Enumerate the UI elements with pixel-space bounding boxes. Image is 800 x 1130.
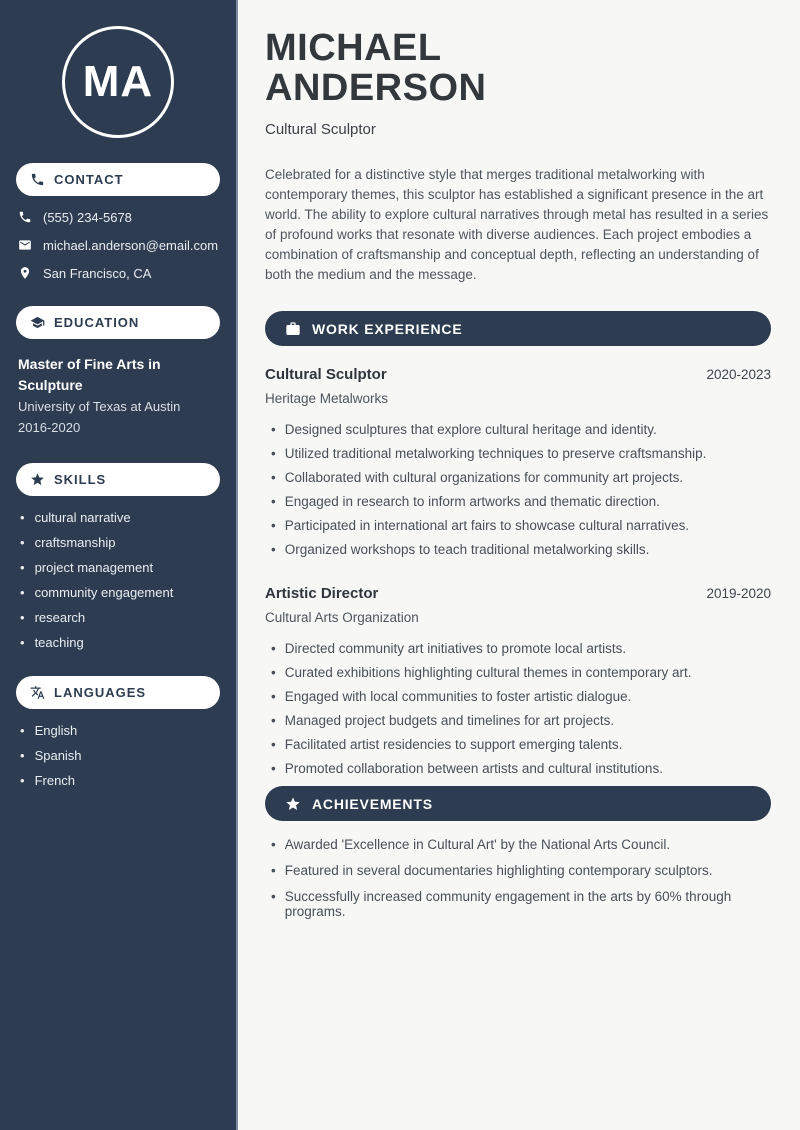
language-item: • English xyxy=(20,723,236,739)
briefcase-icon xyxy=(285,321,301,337)
education-dates: 2016-2020 xyxy=(18,420,81,435)
star-icon xyxy=(285,796,301,812)
skill-item: • community engagement xyxy=(20,585,236,601)
skill-item: • cultural narrative xyxy=(20,510,236,526)
languages-section-title: LANGUAGES xyxy=(54,685,147,700)
summary-paragraph: Celebrated for a distinctive style that merges traditional metalworking with contemporary themes, this sculptor has established a significant presence in the art world. The ability to explore cultural narratives through metal has resulted in a series of profound works that resonate with diverse audiences. Each project embodies a combination of craftsmanship and conceptual depth, reflecting an understanding of both the medium and the message. xyxy=(265,167,769,282)
languages-section-header xyxy=(16,676,220,709)
skill-item: • project management xyxy=(20,560,236,576)
email-address: michael.anderson@email.com xyxy=(43,237,219,253)
job-bullet: • Engaged with local communities to foster artistic dialogue. xyxy=(271,689,771,704)
languages-list xyxy=(20,723,236,789)
contact-item-email xyxy=(18,237,236,253)
job-bullet: • Designed sculptures that explore cultural heritage and identity. xyxy=(271,422,771,437)
job-header xyxy=(265,366,771,384)
job-header xyxy=(265,585,771,603)
job-bullet: • Promoted collaboration between artists and cultural institutions. xyxy=(271,761,771,776)
sidebar xyxy=(0,0,238,1130)
job-bullet: • Managed project budgets and timelines for art projects. xyxy=(271,713,771,728)
job-dates: 2020-2023 xyxy=(706,367,771,382)
work-experience-header xyxy=(265,311,771,346)
job-entry xyxy=(265,585,771,776)
job-bullet: • Collaborated with cultural organizations for community art projects. xyxy=(271,470,771,485)
last-name: ANDERSON xyxy=(265,67,487,109)
job-entry xyxy=(265,366,771,557)
job-bullets xyxy=(271,422,771,557)
language-item: • French xyxy=(20,773,236,789)
achievement-bullet: • Awarded 'Excellence in Cultural Art' by the National Arts Council. xyxy=(271,837,771,852)
graduation-cap-icon xyxy=(30,315,45,330)
skills-section-title: SKILLS xyxy=(54,472,107,487)
contact-section-header xyxy=(16,163,220,196)
contact-section-title: CONTACT xyxy=(54,172,124,187)
language-item: • Spanish xyxy=(20,748,236,764)
mail-icon xyxy=(18,238,32,252)
phone-number: (555) 234-5678 xyxy=(43,209,132,225)
achievement-bullet: • Featured in several documentaries highlighting contemporary sculptors. xyxy=(271,863,771,878)
contact-list xyxy=(18,209,236,281)
star-icon xyxy=(30,472,45,487)
job-bullet: • Curated exhibitions highlighting cultural themes in contemporary art. xyxy=(271,665,771,680)
skill-item: • craftsmanship xyxy=(20,535,236,551)
job-bullet: • Organized workshops to teach traditional metalworking skills. xyxy=(271,542,771,557)
job-company: Heritage Metalworks xyxy=(265,391,389,406)
professional-title: Cultural Sculptor xyxy=(265,121,376,138)
degree: Master of Fine Arts in Sculpture xyxy=(18,356,161,393)
job-bullet: • Engaged in research to inform artworks and thematic direction. xyxy=(271,494,771,509)
achievements-list xyxy=(271,837,771,919)
contact-item-location xyxy=(18,265,236,281)
job-bullets xyxy=(271,641,771,776)
name-heading xyxy=(265,28,771,108)
education-section-title: EDUCATION xyxy=(54,315,140,330)
avatar-initials: MA xyxy=(82,57,154,106)
location-pin-icon xyxy=(18,266,32,280)
job-bullet: • Utilized traditional metalworking techniques to preserve craftsmanship. xyxy=(271,446,771,461)
job-title: Artistic Director xyxy=(265,585,379,602)
job-bullet: • Directed community art initiatives to promote local artists. xyxy=(271,641,771,656)
achievements-title: ACHIEVEMENTS xyxy=(312,795,433,812)
job-company: Cultural Arts Organization xyxy=(265,610,419,625)
skills-section-header xyxy=(16,463,220,496)
achievements-header xyxy=(265,786,771,821)
first-name: MICHAEL xyxy=(265,27,442,69)
achievement-bullet: • Successfully increased community engagement in the arts by 60% through programs. xyxy=(271,889,771,919)
location-text: San Francisco, CA xyxy=(43,265,152,281)
skill-item: • teaching xyxy=(20,635,236,651)
education-section-header xyxy=(16,306,220,339)
job-bullet: • Facilitated artist residencies to support emerging talents. xyxy=(271,737,771,752)
school: University of Texas at Austin xyxy=(18,399,181,414)
skills-list xyxy=(20,510,236,651)
main-content xyxy=(238,0,800,1130)
avatar xyxy=(62,26,174,138)
phone-icon xyxy=(18,210,32,224)
job-bullet: • Participated in international art fairs to showcase cultural narratives. xyxy=(271,518,771,533)
job-dates: 2019-2020 xyxy=(706,586,771,601)
education-entry xyxy=(18,354,218,438)
skill-item: • research xyxy=(20,610,236,626)
translate-icon xyxy=(30,685,45,700)
contact-item-phone xyxy=(18,209,236,225)
job-title: Cultural Sculptor xyxy=(265,366,387,383)
phone-icon xyxy=(30,172,45,187)
work-experience-title: WORK EXPERIENCE xyxy=(312,320,463,337)
